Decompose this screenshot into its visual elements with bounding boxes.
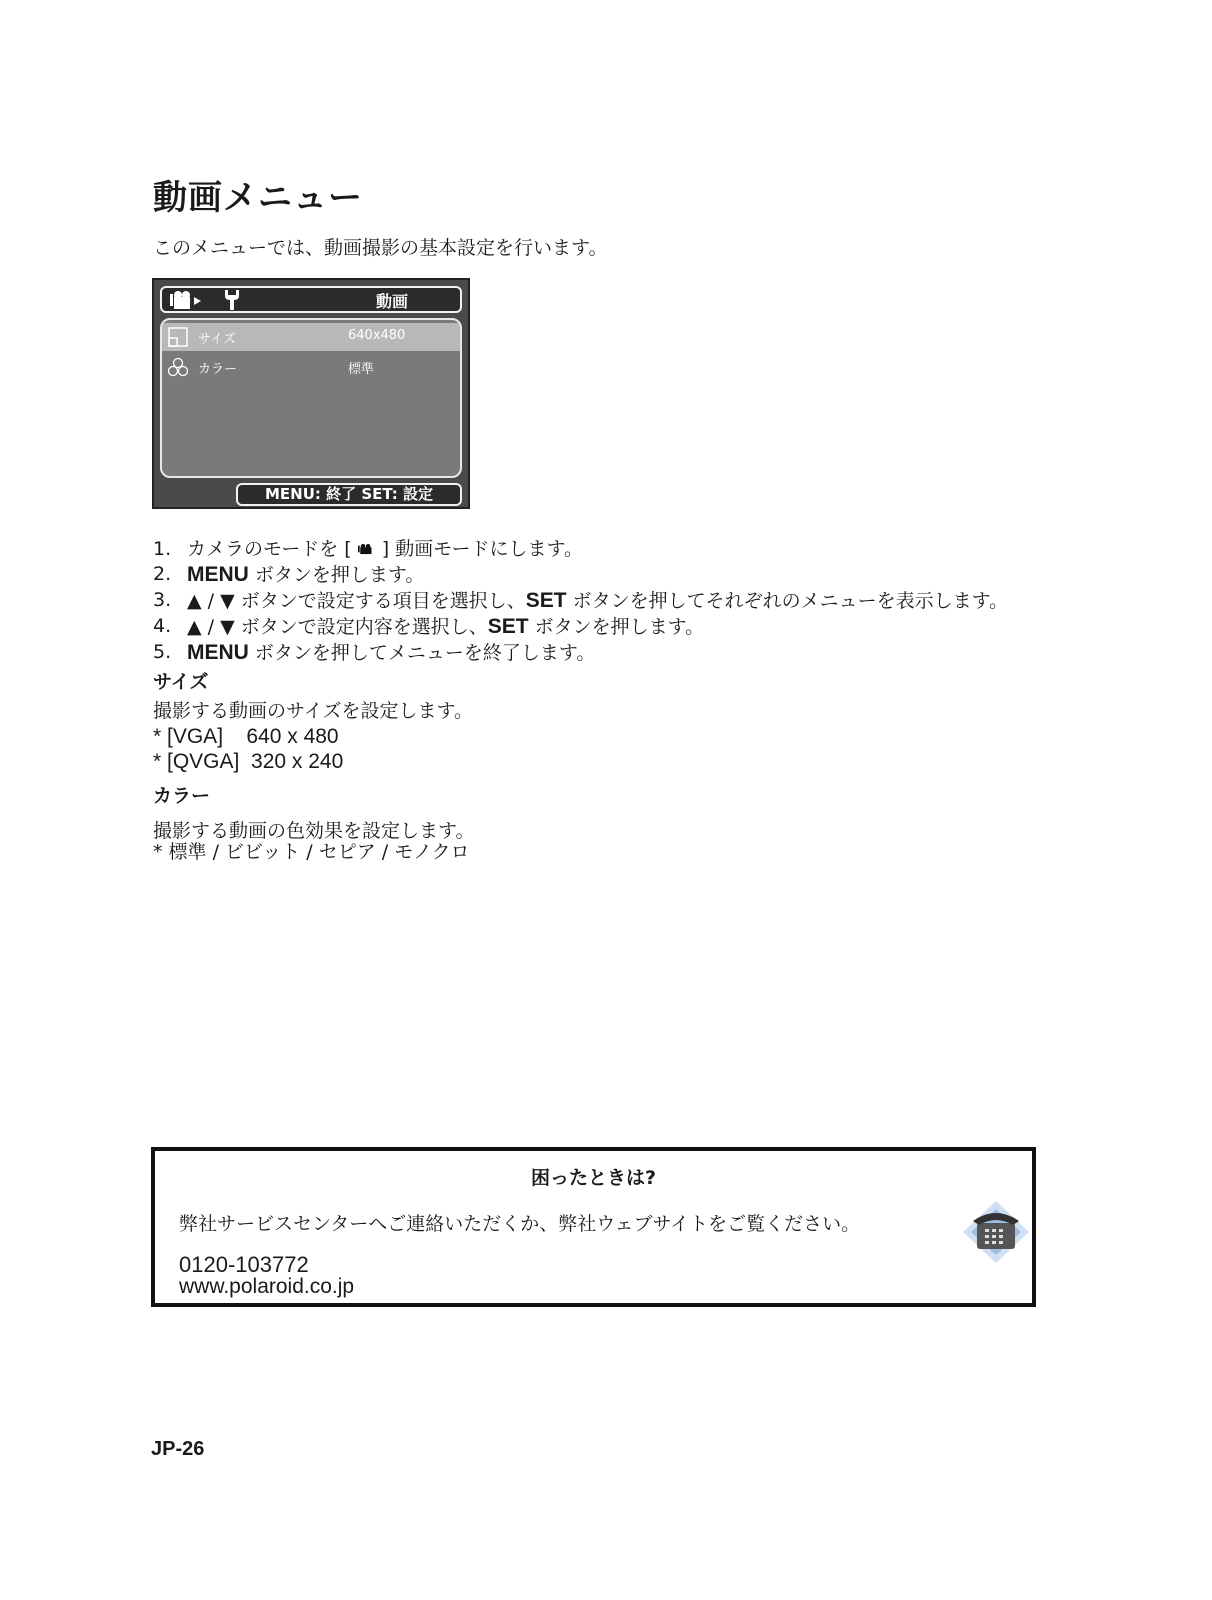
- help-phone: 0120-103772: [179, 1252, 309, 1277]
- help-heading: 困ったときは?: [530, 1167, 657, 1189]
- step-4: [153, 614, 1053, 640]
- menu-item-value: 標準: [348, 362, 375, 377]
- color-heading: カラー: [153, 785, 211, 807]
- step-2: [153, 562, 1053, 588]
- menu-item-label: カラー: [198, 362, 238, 377]
- menu-item-color[interactable]: [162, 353, 460, 381]
- menu-item-value: 640x480: [348, 328, 406, 343]
- size-description: 撮影する動画のサイズを設定します。: [153, 700, 473, 722]
- menu-item-size[interactable]: [162, 323, 460, 351]
- telephone-icon: [961, 1199, 1031, 1265]
- size-option-vga: * [VGA] 640 x 480: [153, 725, 339, 748]
- step-text: ▲ / ▼ ボタンで設定内容を選択し、SET ボタンを押します。: [187, 615, 705, 638]
- step-text: MENU ボタンを押してメニューを終了します。: [187, 641, 596, 664]
- steps-list: [153, 537, 1053, 865]
- intro-text: このメニューでは、動画撮影の基本設定を行います。: [153, 237, 608, 259]
- page-title: 動画メニュー: [153, 178, 363, 218]
- step-1: [153, 537, 1053, 562]
- step-number: 2.: [153, 563, 172, 585]
- size-option-qvga: * [QVGA] 320 x 240: [153, 750, 344, 773]
- help-box: [151, 1147, 1036, 1307]
- step-5: [153, 640, 1053, 666]
- step-number: 5.: [153, 641, 172, 663]
- page-number: JP-26: [151, 1438, 205, 1460]
- step-number: 3.: [153, 589, 172, 611]
- color-description: 撮影する動画の色効果を設定します。: [153, 820, 475, 842]
- rgb-color-icon: [168, 357, 188, 377]
- movie-camera-icon: [170, 290, 202, 310]
- movie-mode-icon: [358, 542, 376, 556]
- step-text: MENU ボタンを押します。: [187, 563, 425, 586]
- wrench-icon: [222, 289, 242, 311]
- menu-item-label: サイズ: [198, 332, 236, 347]
- step-text: カメラのモードを [ ] 動画モードにします。: [187, 538, 583, 560]
- step-number: 1.: [153, 538, 172, 560]
- step-number: 4.: [153, 615, 172, 637]
- camera-menu-screen: [152, 278, 470, 509]
- menu-tab-bar: [160, 286, 462, 313]
- menu-footer-hint: MENU: 終了 SET: 設定: [236, 483, 462, 506]
- menu-tab-title: 動画: [375, 292, 408, 311]
- help-url[interactable]: www.polaroid.co.jp: [179, 1275, 355, 1298]
- step-3: [153, 588, 1053, 614]
- help-message: 弊社サービスセンターへご連絡いただくか、弊社ウェブサイトをご覧ください。: [179, 1213, 861, 1235]
- size-icon: [168, 327, 188, 347]
- size-heading: サイズ: [153, 671, 209, 693]
- menu-items-panel: [160, 318, 462, 478]
- step-text: ▲ / ▼ ボタンで設定する項目を選択し、SET ボタンを押してそれぞれのメニューを表示します。: [187, 589, 1009, 612]
- color-options: * 標準 / ビビット / セピア / モノクロ: [153, 841, 470, 863]
